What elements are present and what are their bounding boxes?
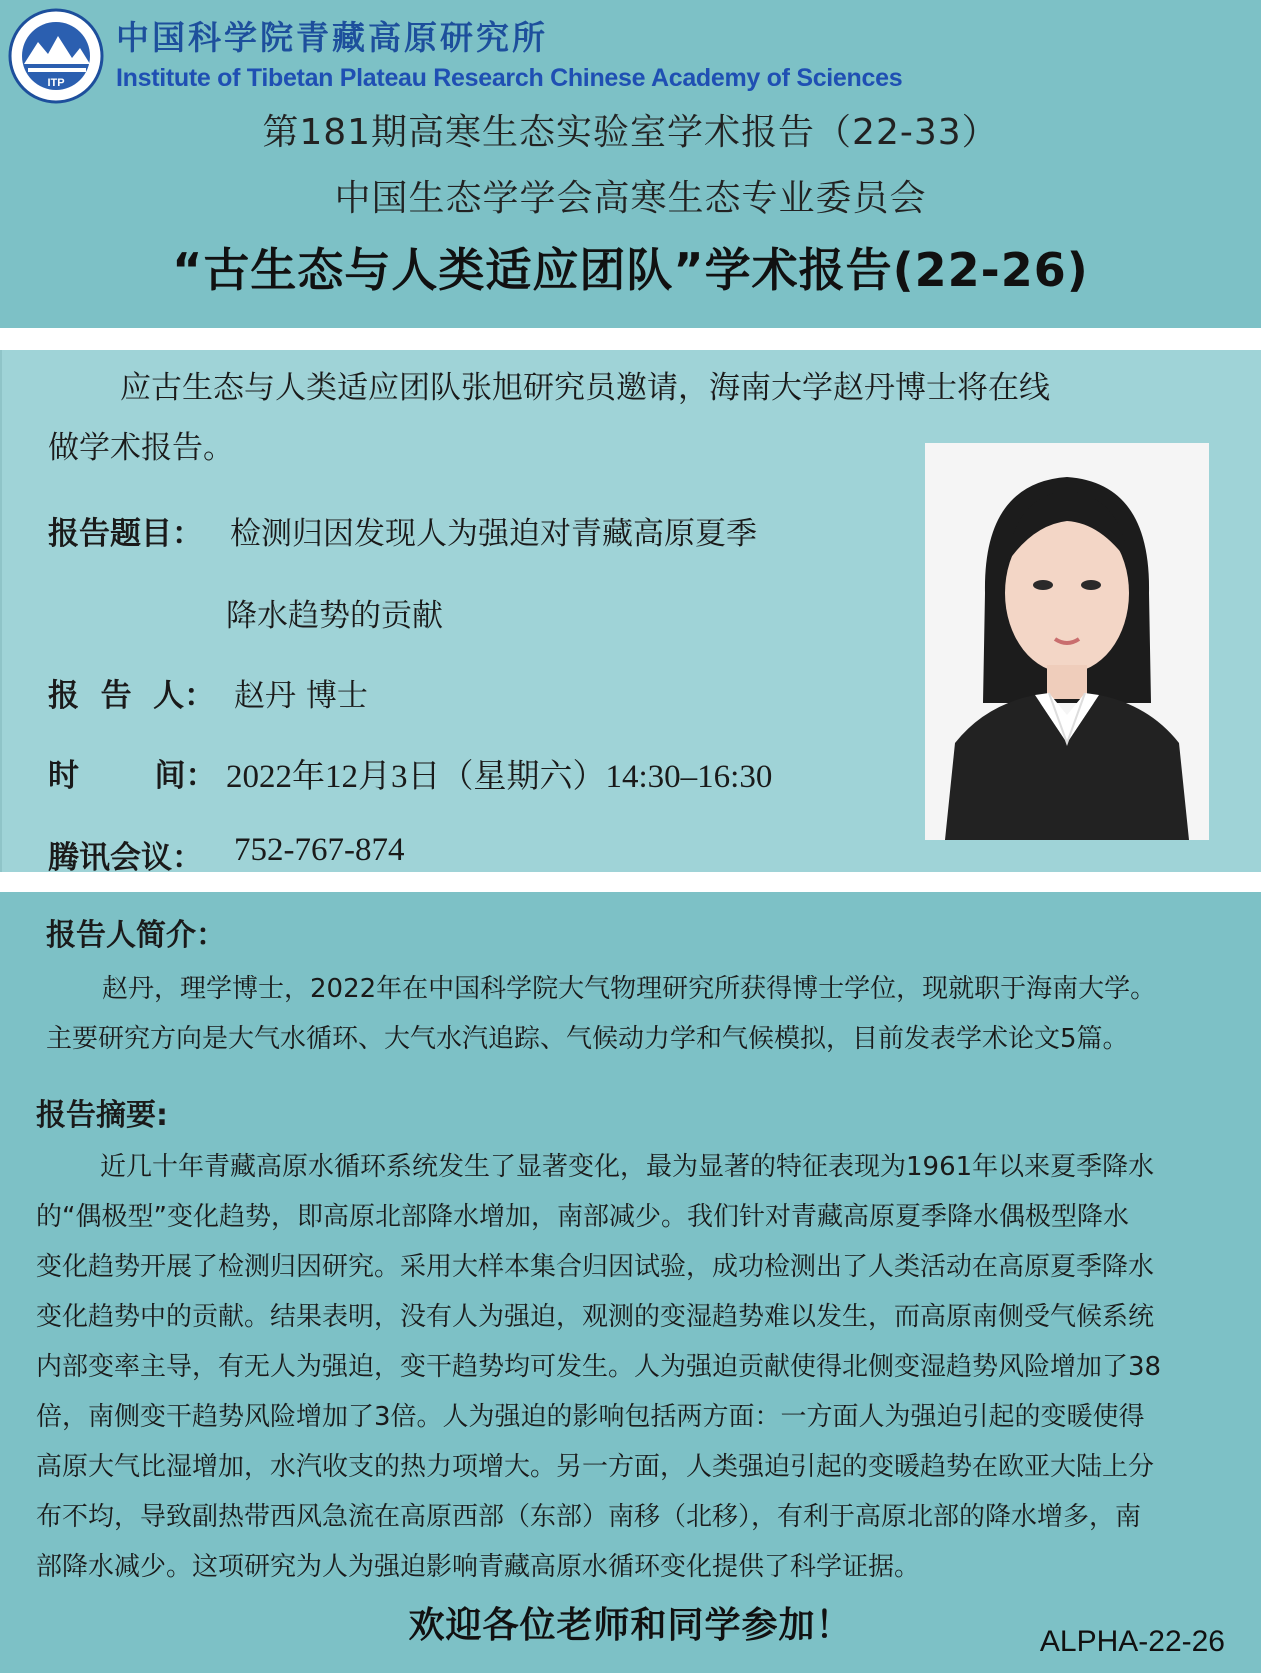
topic-text-2: 降水趋势的贡献 <box>226 598 443 634</box>
abstract-line: 高原大气比湿增加，水汽收支的热力项增大。另一方面，人类强迫引起的变暖趋势在欧亚大陆上分 <box>36 1452 1155 1482</box>
speaker-photo <box>925 443 1209 840</box>
abstract-line: 变化趋势中的贡献。结果表明，没有人为强迫，观测的变湿趋势难以发生，而高原南侧受气候系统 <box>36 1302 1155 1332</box>
report-code: ALPHA-22-26 <box>1039 1625 1225 1658</box>
bio-line-1: 赵丹，理学博士，2022年在中国科学院大气物理研究所获得博士学位，现就职于海南大学。 <box>102 974 1157 1004</box>
institute-name-en: Institute of Tibetan Plateau Research Chinese Academy of Sciences <box>116 64 903 92</box>
institute-name-cn: 中国科学院青藏高原研究所 <box>116 18 548 57</box>
intro-line-2: 做学术报告。 <box>48 430 234 466</box>
bio-title: 报告人简介： <box>46 918 226 953</box>
logo-text: ITP <box>47 77 65 89</box>
institute-logo-icon <box>6 8 106 104</box>
abstract-line: 近几十年青藏高原水循环系统发生了显著变化，最为显著的特征表现为1961年以来夏季降水 <box>100 1152 1155 1182</box>
topic-label: 报告题目： <box>48 516 203 552</box>
committee-title: 中国生态学学会高寒生态专业委员会 <box>334 178 927 219</box>
time-label: 时 间： <box>48 758 217 794</box>
header-banner <box>0 0 1261 328</box>
meeting-id: 752-767-874 <box>234 832 405 868</box>
abstract-line: 内部变率主导，有无人为强迫，变干趋势均可发生。人为强迫贡献使得北侧变湿趋势风险增加了38 <box>36 1352 1162 1382</box>
topic-text-1: 检测归因发现人为强迫对青藏高原夏季 <box>230 516 757 552</box>
welcome-message: 欢迎各位老师和同学参加！ <box>408 1605 853 1646</box>
details-section <box>0 892 1261 1673</box>
time-value: 2022年12月3日（星期六）14:30–16:30 <box>226 759 773 795</box>
abstract-line: 变化趋势开展了检测归因研究。采用大样本集合归因试验，成功检测出了人类活动在高原夏季降水 <box>36 1252 1155 1282</box>
speaker-label: 报 告 人： <box>48 678 216 714</box>
abstract-title: 报告摘要: <box>36 1098 168 1133</box>
meeting-label: 腾讯会议： <box>48 840 203 876</box>
bio-line-2: 主要研究方向是大气水循环、大气水汽追踪、气候动力学和气候模拟，目前发表学术论文5篇。 <box>46 1024 1129 1054</box>
intro-line-1: 应古生态与人类适应团队张旭研究员邀请，海南大学赵丹博士将在线 <box>120 370 1050 406</box>
abstract-line: 布不均，导致副热带西风急流在高原西部（东部）南移（北移），有利于高原北部的降水增多，南 <box>36 1502 1142 1532</box>
abstract-line: 倍，南侧变干趋势风险增加了3倍。人为强迫的影响包括两方面：一方面人为强迫引起的变暖使得 <box>36 1402 1145 1432</box>
abstract-line: 部降水减少。这项研究为人为强迫影响青藏高原水循环变化提供了科学证据。 <box>36 1552 921 1582</box>
speaker-name: 赵丹 博士 <box>234 678 368 714</box>
team-report-title: “古生态与人类适应团队”学术报告(22-26) <box>172 243 1089 297</box>
abstract-line: 的“偶极型”变化趋势，即高原北部降水增加，南部减少。我们针对青藏高原夏季降水偶极型降水 <box>36 1202 1129 1232</box>
report-series-title: 第181期高寒生态实验室学术报告（22-33） <box>262 112 999 153</box>
